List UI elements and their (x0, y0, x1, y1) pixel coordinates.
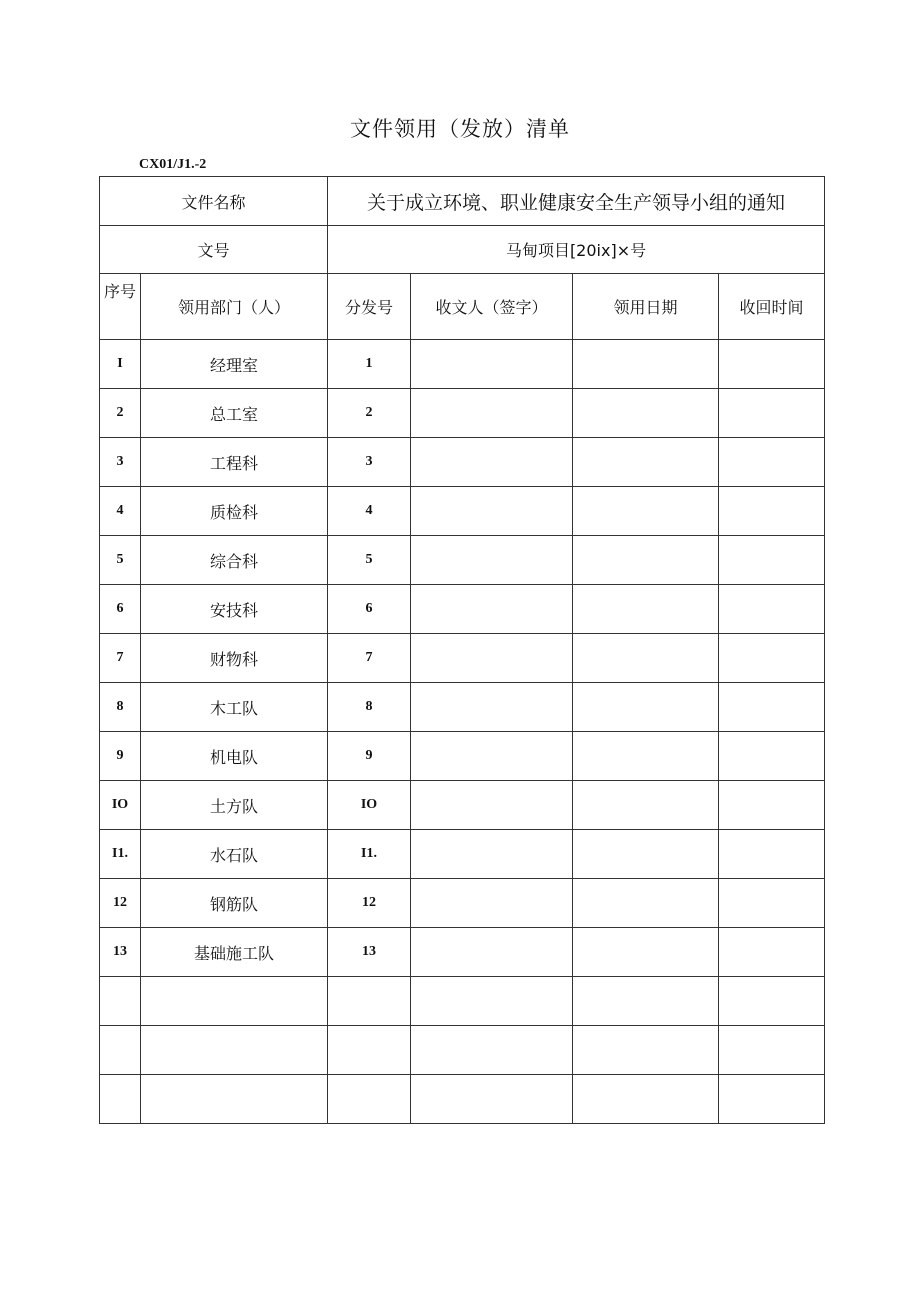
cell-seq: 8 (100, 683, 141, 732)
cell-return-time (719, 487, 825, 536)
cell-date (573, 1026, 719, 1075)
cell-dept: 安技科 (141, 585, 328, 634)
cell-dist-no: 4 (328, 487, 411, 536)
cell-date (573, 781, 719, 830)
table-row (100, 781, 825, 830)
doc-number-row (100, 226, 825, 274)
cell-dept: 经理室 (141, 340, 328, 389)
table-row (100, 879, 825, 928)
table-row (100, 634, 825, 683)
cell-date (573, 340, 719, 389)
cell-receiver (411, 487, 573, 536)
header-return-time: 收回时间 (719, 274, 825, 340)
cell-dept: 财物科 (141, 634, 328, 683)
header-dist-no: 分发号 (328, 274, 411, 340)
distribution-table (99, 176, 825, 1124)
cell-seq: 5 (100, 536, 141, 585)
cell-receiver (411, 781, 573, 830)
table-row (100, 389, 825, 438)
cell-return-time (719, 585, 825, 634)
cell-receiver (411, 340, 573, 389)
table-row (100, 438, 825, 487)
cell-return-time (719, 977, 825, 1026)
cell-return-time (719, 438, 825, 487)
cell-dept: 综合科 (141, 536, 328, 585)
table-row (100, 732, 825, 781)
cell-receiver (411, 634, 573, 683)
cell-dist-no: 6 (328, 585, 411, 634)
document-code: CX01/J1.-2 (139, 157, 207, 172)
header-seq: 序号 (100, 274, 141, 340)
cell-dept: 工程科 (141, 438, 328, 487)
table-row (100, 977, 825, 1026)
cell-seq: 4 (100, 487, 141, 536)
file-name-value: 关于成立环境、职业健康安全生产领导小组的通知 (328, 177, 825, 226)
cell-seq: 6 (100, 585, 141, 634)
table-row (100, 1075, 825, 1124)
table-row (100, 585, 825, 634)
cell-dist-no: I1. (328, 830, 411, 879)
cell-return-time (719, 830, 825, 879)
cell-dist-no: 13 (328, 928, 411, 977)
cell-return-time (719, 1026, 825, 1075)
table-row (100, 487, 825, 536)
cell-dist-no (328, 977, 411, 1026)
cell-date (573, 585, 719, 634)
cell-seq: IO (100, 781, 141, 830)
cell-dist-no (328, 1026, 411, 1075)
cell-receiver (411, 1075, 573, 1124)
cell-date (573, 683, 719, 732)
cell-receiver (411, 732, 573, 781)
cell-dept (141, 1075, 328, 1124)
cell-return-time (719, 879, 825, 928)
table-row (100, 340, 825, 389)
cell-dept (141, 1026, 328, 1075)
doc-number-value: 马甸项目[20ix]×号 (328, 226, 825, 274)
table-row (100, 683, 825, 732)
cell-dist-no: 3 (328, 438, 411, 487)
cell-receiver (411, 683, 573, 732)
cell-dist-no: IO (328, 781, 411, 830)
cell-dept: 总工室 (141, 389, 328, 438)
cell-seq: I1. (100, 830, 141, 879)
cell-dist-no: 8 (328, 683, 411, 732)
cell-dist-no: 5 (328, 536, 411, 585)
cell-date (573, 634, 719, 683)
cell-receiver (411, 830, 573, 879)
header-dept: 领用部门（人） (141, 274, 328, 340)
table-row (100, 928, 825, 977)
cell-seq: 12 (100, 879, 141, 928)
header-date: 领用日期 (573, 274, 719, 340)
cell-dist-no (328, 1075, 411, 1124)
cell-dist-no: 1 (328, 340, 411, 389)
cell-dept: 土方队 (141, 781, 328, 830)
cell-seq (100, 1075, 141, 1124)
cell-seq: 7 (100, 634, 141, 683)
cell-dept: 钢筋队 (141, 879, 328, 928)
cell-dept: 木工队 (141, 683, 328, 732)
cell-dept: 水石队 (141, 830, 328, 879)
cell-dist-no: 7 (328, 634, 411, 683)
column-header-row (100, 274, 825, 340)
cell-return-time (719, 536, 825, 585)
header-receiver: 收文人（签字） (411, 274, 573, 340)
table-row (100, 830, 825, 879)
cell-receiver (411, 536, 573, 585)
cell-date (573, 536, 719, 585)
cell-dept: 质检科 (141, 487, 328, 536)
table-row (100, 536, 825, 585)
cell-receiver (411, 438, 573, 487)
cell-date (573, 928, 719, 977)
cell-seq: 13 (100, 928, 141, 977)
cell-date (573, 389, 719, 438)
cell-seq: I (100, 340, 141, 389)
cell-seq: 9 (100, 732, 141, 781)
cell-receiver (411, 879, 573, 928)
cell-date (573, 438, 719, 487)
cell-dept (141, 977, 328, 1026)
cell-date (573, 1075, 719, 1124)
cell-receiver (411, 585, 573, 634)
cell-date (573, 487, 719, 536)
cell-seq (100, 977, 141, 1026)
file-name-row (100, 177, 825, 226)
cell-seq (100, 1026, 141, 1075)
doc-number-label: 文号 (100, 226, 328, 274)
file-name-label: 文件名称 (100, 177, 328, 226)
cell-seq: 2 (100, 389, 141, 438)
cell-date (573, 732, 719, 781)
page-title: 文件领用（发放）清单 (350, 117, 570, 141)
cell-dist-no: 12 (328, 879, 411, 928)
cell-return-time (719, 1075, 825, 1124)
cell-receiver (411, 389, 573, 438)
cell-dist-no: 9 (328, 732, 411, 781)
cell-date (573, 830, 719, 879)
cell-return-time (719, 634, 825, 683)
table-row (100, 1026, 825, 1075)
cell-return-time (719, 781, 825, 830)
cell-receiver (411, 977, 573, 1026)
cell-receiver (411, 1026, 573, 1075)
cell-return-time (719, 683, 825, 732)
cell-return-time (719, 732, 825, 781)
cell-return-time (719, 340, 825, 389)
cell-return-time (719, 928, 825, 977)
cell-dist-no: 2 (328, 389, 411, 438)
cell-seq: 3 (100, 438, 141, 487)
cell-date (573, 879, 719, 928)
cell-receiver (411, 928, 573, 977)
cell-dept: 基础施工队 (141, 928, 328, 977)
cell-date (573, 977, 719, 1026)
cell-dept: 机电队 (141, 732, 328, 781)
cell-return-time (719, 389, 825, 438)
